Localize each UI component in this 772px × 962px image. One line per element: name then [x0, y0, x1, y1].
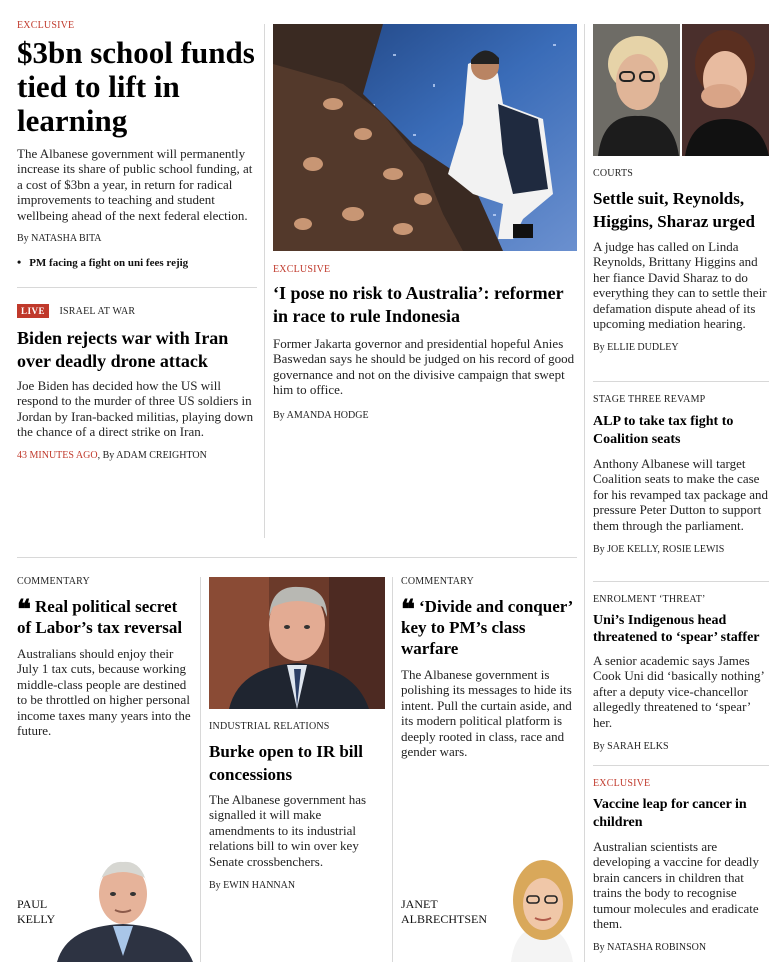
janet-author-name[interactable] — [401, 897, 501, 927]
unis-headline[interactable]: Uni’s Indigenous head threatened to ‘spear’ staffer — [593, 613, 760, 645]
tax-byline[interactable]: By JOE KELLY, ROSIE LEWIS — [593, 544, 725, 556]
lead-byline[interactable]: By NATASHA BITA — [17, 233, 102, 245]
lead-kicker: EXCLUSIVE — [17, 20, 75, 31]
indonesia-byline[interactable]: By AMANDA HODGE — [273, 409, 369, 421]
related-link[interactable]: • PM facing a fight on uni fees rejig — [17, 255, 257, 270]
vaccine-story[interactable] — [593, 778, 769, 953]
lead-related-list — [17, 255, 257, 270]
lead-story[interactable] — [17, 20, 257, 270]
crowd-image — [273, 24, 577, 251]
kelly-kicker: COMMENTARY — [17, 576, 90, 587]
unis-standfirst: A senior academic says James Cook Uni did ‘basically nothing’ after a deputy vice-chancellor allegedly threatened to ‘spear’ her. — [593, 653, 764, 730]
courts-photo[interactable] — [593, 24, 769, 156]
divider-lead-biden — [17, 287, 257, 288]
kelly-author-first: PAUL — [17, 897, 48, 911]
indonesia-standfirst: Former Jakarta governor and presidential hopeful Anies Baswedan says he should be judged on his record of good governance and not on the divisive campaign that swept him to office. — [273, 336, 575, 398]
courts-byline[interactable]: By ELLIE DUDLEY — [593, 342, 679, 354]
tax-standfirst: Anthony Albanese will target Coalition seats to make the case for his revamped tax package and pressure Peter Dutton to support them through the parliament. — [593, 456, 769, 533]
kelly-commentary[interactable] — [17, 576, 193, 738]
vaccine-standfirst: Australian scientists are developing a vaccine for deadly brain cancers in children that trains the body to recognise tumour molecules and eradicate them. — [593, 839, 760, 932]
janet-headline[interactable] — [401, 596, 577, 659]
divider-right-1 — [593, 381, 769, 382]
biden-byline[interactable] — [17, 450, 257, 461]
indonesia-photo[interactable] — [273, 24, 577, 251]
indonesia-kicker: EXCLUSIVE — [273, 264, 331, 275]
divider-right-3 — [593, 765, 769, 766]
lead-standfirst: The Albanese government will permanently increase its share of public school funding, at a cost of $3bn a year, in return for radical improvements to teaching and student wellbeing ahead of the next federal election. — [17, 146, 253, 223]
biden-standfirst: Joe Biden has decided how the US will respond to the murder of three US soldiers in Jordan by Iran-backed militias, playing down the chance of a direct strike on Iran. — [17, 378, 254, 440]
courts-story[interactable] — [593, 168, 769, 353]
burke-kicker: INDUSTRIAL RELATIONS — [209, 721, 330, 732]
kelly-author-last: KELLY — [17, 912, 56, 926]
quote-icon: ❝ — [17, 595, 31, 624]
janet-standfirst: The Albanese government is polishing its messages to hide its intent. Pull the curtain aside, and its modern political platform is deeply rooted in class, race and gender wars. — [401, 667, 572, 760]
kelly-headline-text: Real political secret of Labor’s tax reversal — [17, 597, 183, 637]
divider-bottom-1 — [200, 577, 201, 962]
burke-headline[interactable]: Burke open to IR bill concessions — [209, 742, 363, 784]
janet-headline-text: ‘Divide and conquer’ key to PM’s class warfare — [401, 597, 572, 658]
unis-kicker: ENROLMENT ‘THREAT’ — [593, 594, 706, 605]
burke-image — [209, 577, 385, 709]
burke-byline[interactable]: By EWIN HANNAN — [209, 880, 296, 892]
tax-story[interactable] — [593, 394, 769, 555]
kelly-headline[interactable] — [17, 596, 193, 638]
indonesia-headline[interactable]: ‘I pose no risk to Australia’: reformer in race to rule Indonesia — [273, 283, 564, 326]
janet-author-last: ALBRECHTSEN — [401, 912, 488, 926]
janet-kicker: COMMENTARY — [401, 576, 474, 587]
vaccine-byline[interactable]: By NATASHA ROBINSON — [593, 942, 707, 954]
divider-bottom-2 — [392, 577, 393, 962]
janet-avatar — [501, 856, 577, 962]
biden-time: 43 MINUTES AGO — [17, 449, 98, 461]
courts-headline[interactable]: Settle suit, Reynolds, Higgins, Sharaz urged — [593, 189, 755, 231]
divider-top-bottom — [17, 557, 577, 558]
divider-right-2 — [593, 581, 769, 582]
biden-story[interactable] — [17, 304, 257, 461]
lead-headline[interactable]: $3bn school funds tied to lift in learning — [17, 35, 255, 138]
divider-col2-col3 — [584, 24, 585, 962]
vaccine-headline[interactable]: Vaccine leap for cancer in children — [593, 797, 747, 830]
courts-kicker: COURTS — [593, 168, 634, 179]
indonesia-story[interactable] — [273, 264, 577, 421]
kelly-portrait — [57, 856, 193, 962]
biden-author: , By ADAM CREIGHTON — [97, 449, 207, 461]
quote-icon: ❝ — [401, 595, 415, 624]
burke-standfirst: The Albanese government has signalled it will make amendments to its industrial relations bill to win over key Senate crossbenchers. — [209, 792, 367, 869]
unis-byline[interactable]: By SARAH ELKS — [593, 741, 669, 753]
burke-photo[interactable] — [209, 577, 385, 709]
biden-kicker: ISRAEL AT WAR — [59, 306, 136, 317]
courts-standfirst: A judge has called on Linda Reynolds, Brittany Higgins and her fiance David Sharaz to do everything they can to settle their defamation dispute ahead of its upcoming mediation hearing. — [593, 239, 767, 332]
tax-headline[interactable]: ALP to take tax fight to Coalition seats — [593, 414, 734, 447]
reynolds-higgins-image — [593, 24, 769, 156]
burke-story[interactable] — [209, 721, 385, 891]
vaccine-kicker: EXCLUSIVE — [593, 778, 651, 789]
kelly-standfirst: Australians should enjoy their July 1 tax cuts, because working middle-class people are destined to be throttled on higher personal income taxes many years into the future. — [17, 646, 191, 739]
unis-story[interactable] — [593, 594, 769, 752]
tax-kicker: STAGE THREE REVAMP — [593, 394, 706, 405]
live-badge: LIVE — [17, 304, 49, 318]
janet-author-first: JANET — [401, 897, 438, 911]
janet-commentary[interactable] — [401, 576, 577, 759]
janet-portrait — [501, 856, 577, 962]
divider-col1-col2 — [264, 24, 265, 538]
kelly-avatar — [57, 856, 193, 962]
biden-headline[interactable]: Biden rejects war with Iran over deadly drone attack — [17, 328, 229, 371]
